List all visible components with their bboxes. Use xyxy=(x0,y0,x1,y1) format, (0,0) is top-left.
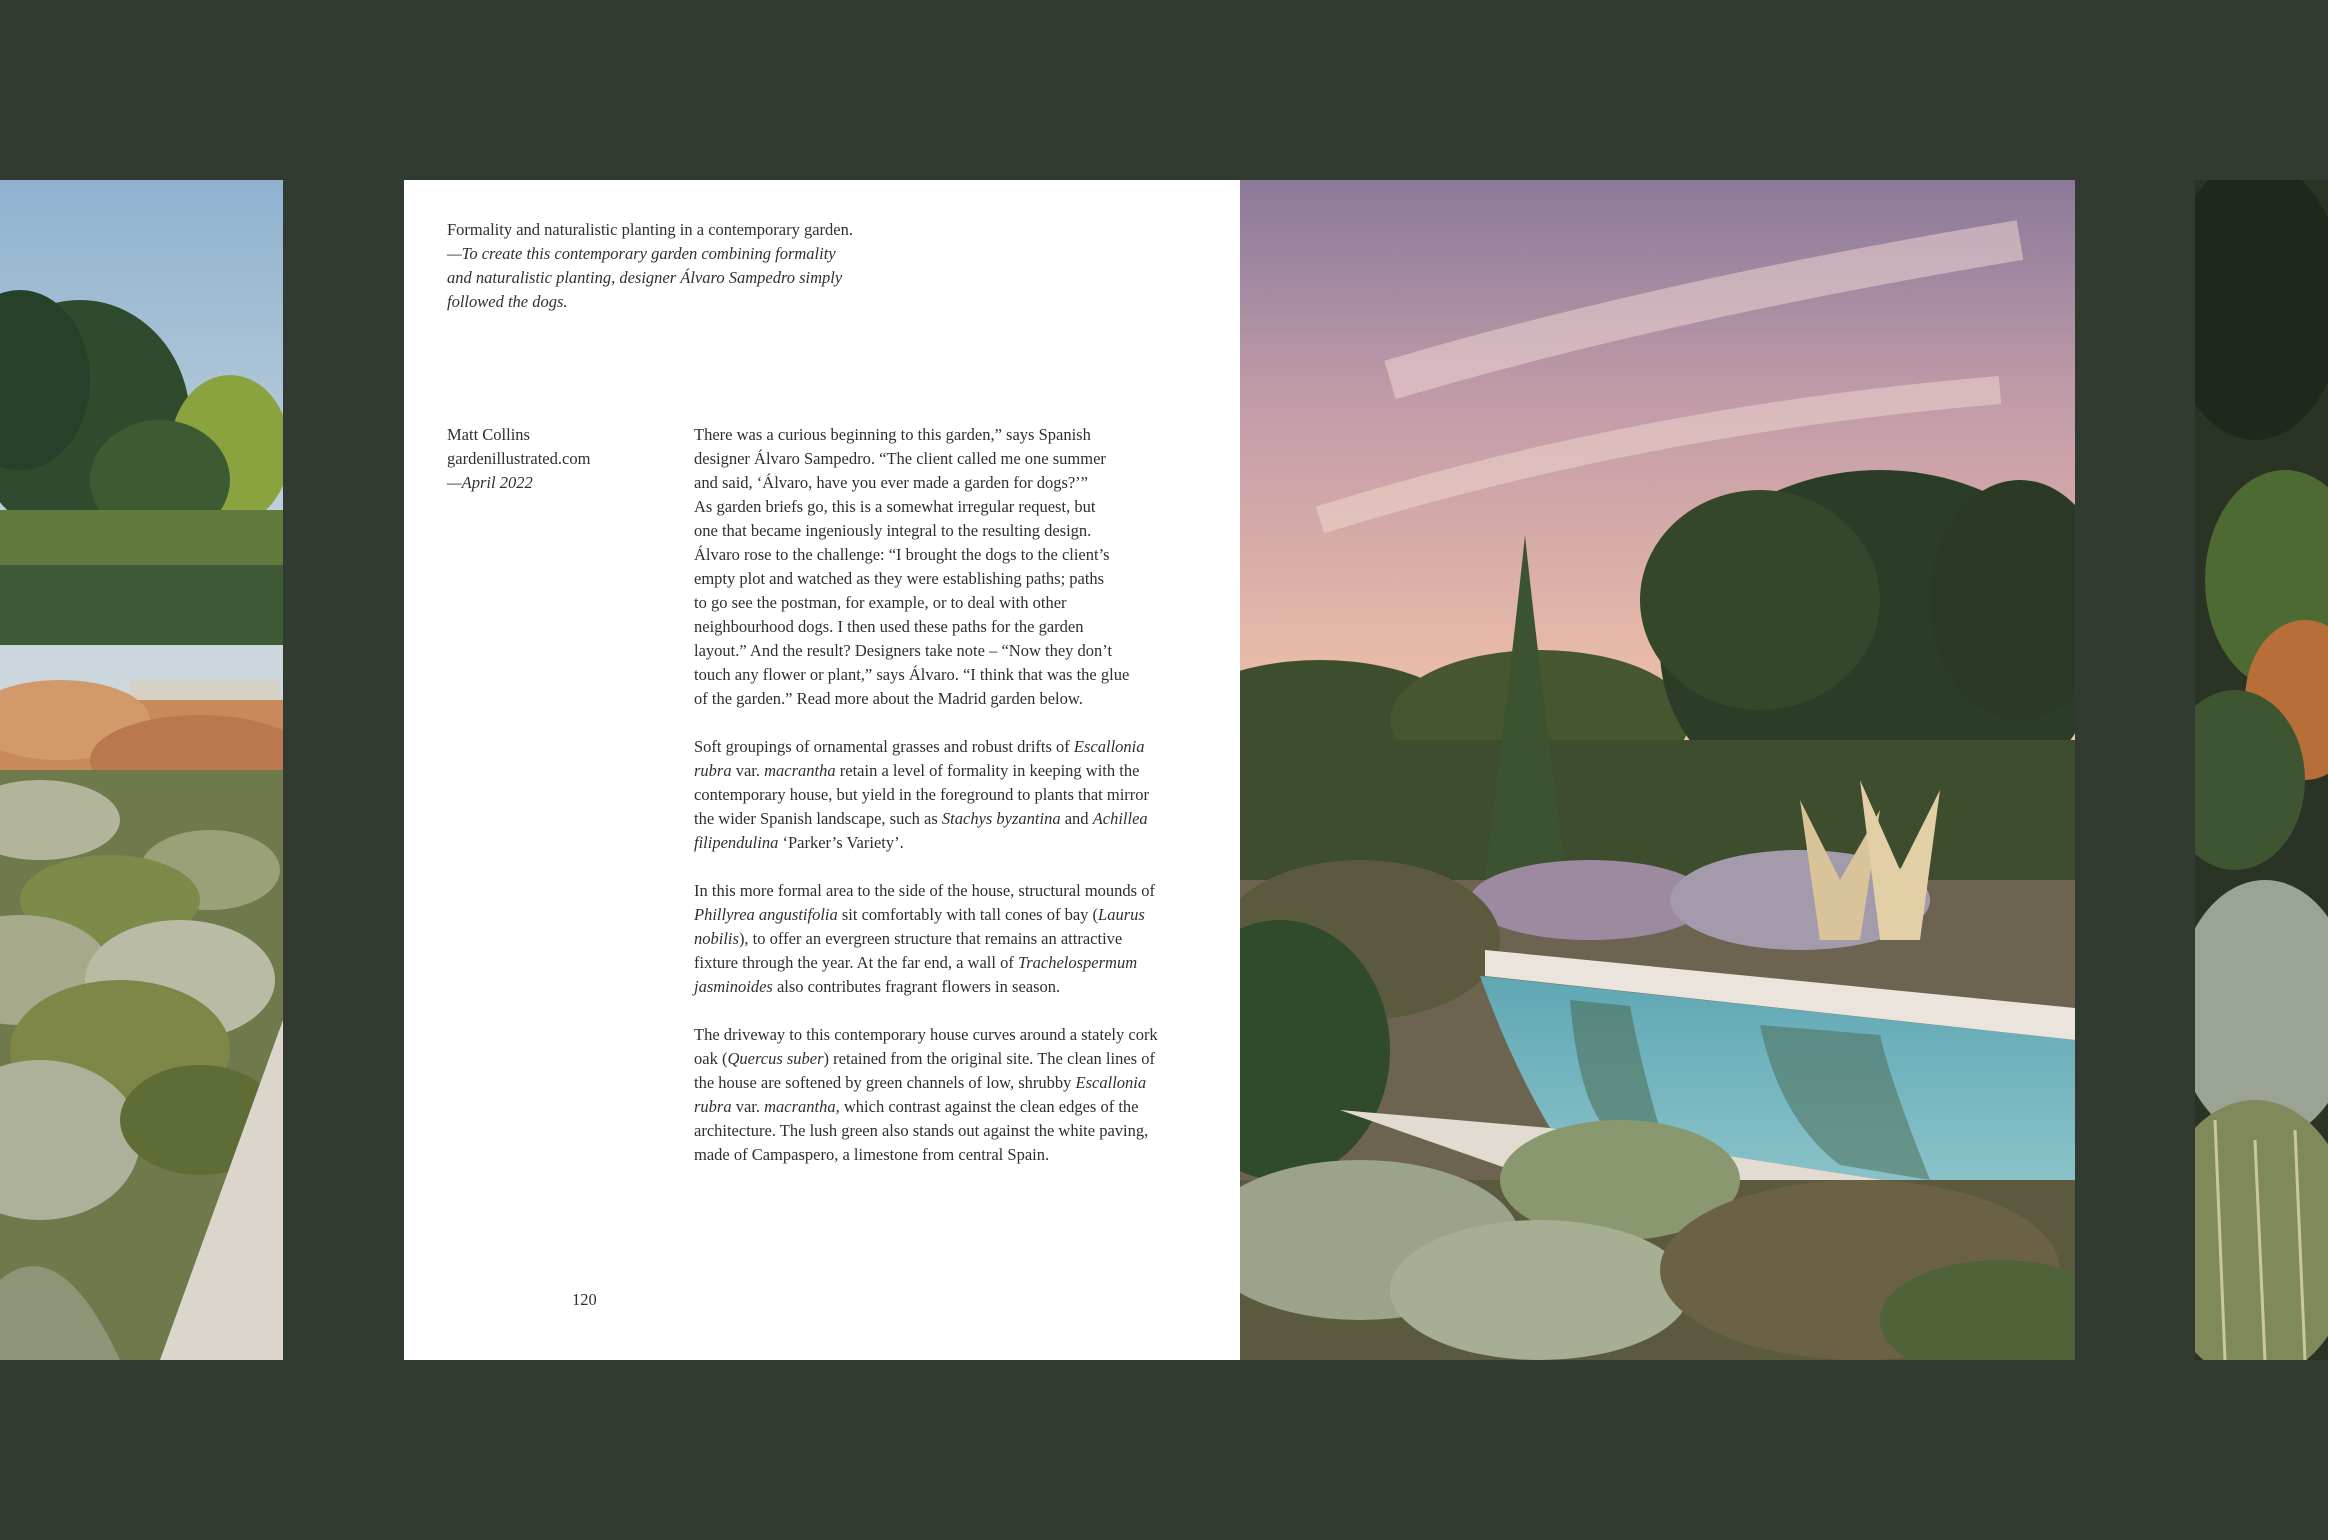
article-credit xyxy=(447,423,647,495)
paragraph-1 xyxy=(694,423,1169,711)
p1-line: neighbourhood dogs. I then used these paths for the garden xyxy=(694,617,1084,636)
caption-standfirst-line-1: —To create this contemporary garden combining formality xyxy=(447,244,836,263)
p1-line: touch any flower or plant,” says Álvaro. “I think that was the glue xyxy=(694,665,1130,684)
p1-line: one that became ingeniously integral to the resulting design. xyxy=(694,521,1092,540)
p1-line: Álvaro rose to the challenge: “I brought the dogs to the client’s xyxy=(694,545,1110,564)
p1-line: empty plot and watched as they were establishing paths; paths xyxy=(694,569,1105,588)
p1-line: There was a curious beginning to this garden,” says Spanish xyxy=(694,425,1091,444)
caption-title: Formality and naturalistic planting in a contemporary garden. xyxy=(447,220,853,239)
pool-garden-photo[interactable] xyxy=(1240,180,2075,1360)
article-body xyxy=(694,423,1169,1191)
p1-line: to go see the postman, for example, or to deal with other xyxy=(694,593,1067,612)
clipped-mounds-photo xyxy=(0,180,283,1360)
p1-line: designer Álvaro Sampedro. “The client called me one summer xyxy=(694,449,1106,468)
paragraph-4: The driveway to this contemporary house curves around a stately cork oak (Quercus suber) retained from the original site. The clean lines of the house are softened by green channels of low, shrubby Escallonia rubra var. macrantha, which contrast against the clean edges of the architecture. The lush green also stands out against the white paving, made of Campaspero, a limestone from central Spain. xyxy=(694,1025,1158,1164)
photo-caption xyxy=(447,218,907,314)
page-number: 120 xyxy=(572,1290,597,1309)
source-link[interactable]: gardenillustrated.com xyxy=(447,449,591,468)
p1-line: of the garden.” Read more about the Madrid garden below. xyxy=(694,689,1083,708)
caption-standfirst-line-2: and naturalistic planting, designer Álvaro Sampedro simply xyxy=(447,268,843,287)
paragraph-2: Soft groupings of ornamental grasses and robust drifts of Escallonia rubra var. macrantha retain a level of formality in keeping with the contemporary house, but yield in the foreground to plants that mirror the wider Spanish landscape, such as Stachys byzantina and Achillea filipendulina ‘Parker’s Variety’. xyxy=(694,737,1150,852)
p1-line: layout.” And the result? Designers take note – “Now they don’t xyxy=(694,641,1113,660)
garden-photo-left[interactable] xyxy=(0,180,283,1360)
article-page xyxy=(404,180,1240,1360)
author-name: Matt Collins xyxy=(447,425,530,444)
paragraph-3: In this more formal area to the side of the house, structural mounds of Phillyrea angustifolia sit comfortably with tall cones of bay (Laurus nobilis), to offer an evergreen structure that remains an attractive fixture through the year. At the far end, a wall of Trachelospermum jasminoides also contributes fragrant flowers in season. xyxy=(694,881,1155,996)
caption-standfirst-line-3: followed the dogs. xyxy=(447,292,568,311)
pool-sunset-photo xyxy=(1240,180,2075,1360)
shrub-border-photo xyxy=(2195,180,2328,1360)
p1-line: As garden briefs go, this is a somewhat irregular request, but xyxy=(694,497,1096,516)
p1-line: and said, ‘Álvaro, have you ever made a garden for dogs?’” xyxy=(694,473,1089,492)
publication-date: —April 2022 xyxy=(447,473,533,492)
garden-photo-right[interactable] xyxy=(2195,180,2328,1360)
